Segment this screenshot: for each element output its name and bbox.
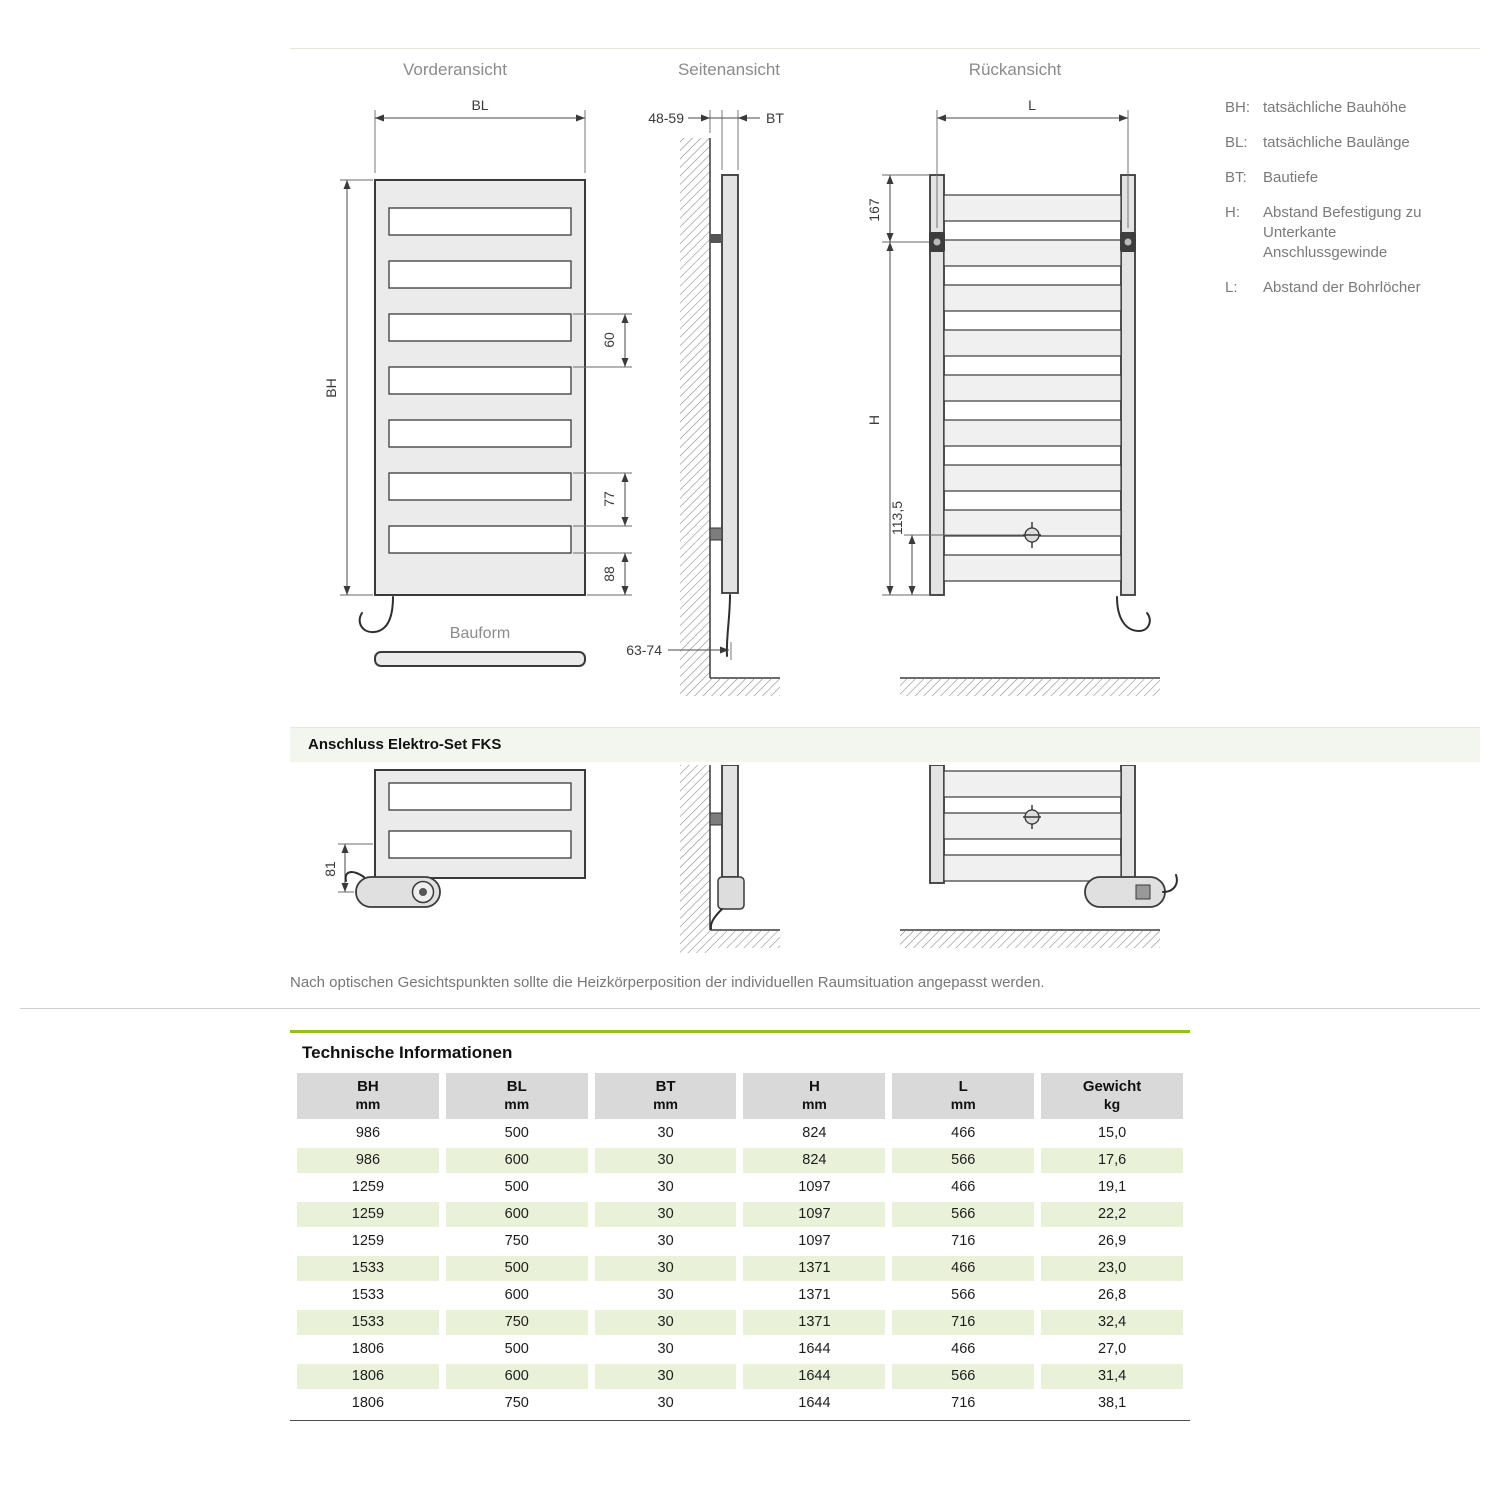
- dim-wall-gap-label: 48-59: [648, 110, 684, 126]
- elektro-front-drawing: [322, 770, 585, 907]
- table-cell: 1806: [351, 1395, 385, 1411]
- table-cell: 466: [892, 1256, 1034, 1281]
- table-cell: 986: [355, 1125, 381, 1141]
- table-column-header: BL mm: [446, 1073, 588, 1119]
- table-cell: 1259: [297, 1202, 439, 1227]
- legend-term: BT:: [1225, 169, 1247, 186]
- radiator-side-panel: [722, 175, 738, 593]
- table-row: [297, 1175, 1183, 1200]
- table-row: [297, 1337, 1183, 1362]
- table-cell: 27,0: [1097, 1341, 1127, 1357]
- table-cell: 1644: [743, 1364, 885, 1389]
- table-cell: 750: [446, 1310, 588, 1335]
- heating-element-side: [711, 877, 744, 929]
- table-header-row: [297, 1073, 1183, 1119]
- technical-drawing-elektro: [290, 765, 1180, 970]
- table-cell: 30: [595, 1256, 737, 1281]
- dim-bh: [323, 180, 373, 595]
- dim-113-5-label: 113,5: [889, 501, 905, 535]
- rear-floor-hatch: [900, 678, 1160, 696]
- table-cell: 30: [657, 1395, 674, 1411]
- elektro-side-drawing: [680, 765, 780, 953]
- table-cell: 1259: [351, 1233, 385, 1249]
- table-cell: 22,2: [1041, 1202, 1183, 1227]
- table-cell: 31,4: [1041, 1364, 1183, 1389]
- table-cell: 1371: [743, 1256, 885, 1281]
- table-cell: 566: [892, 1202, 1034, 1227]
- legend-desc: tatsächliche Bauhöhe: [1263, 99, 1407, 116]
- elektro-rear-left-tube: [930, 765, 944, 883]
- technical-info-section: [290, 1030, 1190, 1421]
- dim-bt-label: BT: [766, 110, 784, 126]
- table-cell: 23,0: [1041, 1256, 1183, 1281]
- dim-l-label: L: [1028, 97, 1036, 113]
- front-power-cable: [360, 597, 393, 632]
- table-cell: 1371: [743, 1310, 885, 1335]
- table-cell: 30: [595, 1148, 737, 1173]
- elektro-side-panel: [722, 765, 738, 877]
- legend-term: H:: [1225, 204, 1240, 221]
- floor-hatch: [710, 678, 780, 696]
- side-view-drawing: [626, 110, 784, 696]
- dim-h: [866, 242, 930, 595]
- table-cell: 986: [297, 1148, 439, 1173]
- table-column-header: H mm: [743, 1073, 885, 1119]
- table-cell: 1371: [798, 1287, 831, 1303]
- elektro-section-band: [290, 727, 1480, 762]
- table-row: [297, 1148, 1183, 1173]
- table-cell: 824: [743, 1148, 885, 1173]
- elektro-wall-hatch: [680, 765, 710, 953]
- table-cell: 30: [657, 1233, 674, 1249]
- position-note: Nach optischen Gesichtspunkten sollte die Heizkörperposition der individuellen Raumsituation angepasst werden.: [290, 974, 1045, 991]
- elektro-rear-floor-hatch: [900, 930, 1160, 948]
- dim-bt: [738, 110, 784, 126]
- legend-item: [1225, 278, 1475, 298]
- legend-term: BL:: [1225, 134, 1248, 151]
- table-cell: 600: [446, 1364, 588, 1389]
- table-cell: 466: [951, 1179, 976, 1195]
- legend-item: [1225, 133, 1475, 153]
- table-cell: 500: [504, 1125, 529, 1141]
- table-cell: 30: [595, 1202, 737, 1227]
- table-cell: 716: [951, 1233, 976, 1249]
- table-cell: 15,0: [1097, 1125, 1127, 1141]
- table-cell: 466: [951, 1125, 976, 1141]
- side-valve: [710, 528, 722, 540]
- elektro-rear-drawing: [900, 765, 1177, 948]
- legend-item: [1225, 203, 1475, 263]
- legend-desc: tatsächliche Baulänge: [1263, 134, 1410, 151]
- side-power-cable: [727, 595, 730, 656]
- table-cell: 566: [951, 1287, 976, 1303]
- bauform-label: Bauform: [449, 625, 511, 642]
- table-column-header: BT mm: [595, 1073, 737, 1119]
- table-cell: 716: [892, 1310, 1034, 1335]
- dim-floor-gap: [626, 642, 731, 660]
- table-cell: 1097: [798, 1179, 831, 1195]
- dim-bl: [375, 97, 585, 173]
- table-cell: 566: [892, 1148, 1034, 1173]
- table-cell: 1533: [297, 1256, 439, 1281]
- legend-desc: Abstand Befestigung zu Unterkante Anschlussgewinde: [1263, 204, 1422, 261]
- table-cell: 1644: [798, 1395, 831, 1411]
- table-cell: 1097: [798, 1233, 831, 1249]
- legend-term: BH:: [1225, 99, 1251, 116]
- rear-view-title: Rückansicht: [968, 60, 1062, 79]
- table-column-header: Gewicht kg: [1041, 1073, 1183, 1119]
- table-row: [297, 1364, 1183, 1389]
- table-row: [297, 1310, 1183, 1335]
- technical-data-table: [290, 1071, 1190, 1418]
- rear-power-cable: [1117, 597, 1150, 631]
- table-cell: 566: [892, 1364, 1034, 1389]
- dim-88-label: 88: [601, 566, 617, 582]
- front-view-drawing: [323, 97, 632, 666]
- table-cell: 1259: [351, 1179, 385, 1195]
- dim-77-label: 77: [601, 491, 617, 507]
- table-cell: 750: [504, 1395, 529, 1411]
- table-cell: 19,1: [1097, 1179, 1127, 1195]
- elektro-floor-hatch: [710, 930, 780, 948]
- legend-desc: Abstand der Bohrlöcher: [1263, 279, 1421, 296]
- side-view-title: Seitenansicht: [677, 60, 781, 79]
- rear-view-drawing: [866, 97, 1160, 696]
- elektro-rear-right-tube: [1121, 765, 1135, 883]
- heating-element-rear: [1085, 875, 1177, 907]
- table-cell: 30: [595, 1364, 737, 1389]
- table-cell: 500: [504, 1341, 529, 1357]
- legend-desc: Bautiefe: [1263, 169, 1319, 186]
- table-cell: 600: [504, 1287, 529, 1303]
- table-row: [297, 1283, 1183, 1308]
- elektro-section-heading: Anschluss Elektro-Set FKS: [308, 736, 502, 753]
- table-column-header: L mm: [892, 1073, 1034, 1119]
- table-cell: 30: [657, 1287, 674, 1303]
- bauform-top-view: [375, 652, 585, 666]
- dim-81-label: 81: [322, 861, 338, 877]
- table-cell: 26,8: [1097, 1287, 1127, 1303]
- table-bottom-rule: [290, 1420, 1190, 1421]
- table-cell: 30: [657, 1341, 674, 1357]
- table-cell: 32,4: [1041, 1310, 1183, 1335]
- table-row: [297, 1229, 1183, 1254]
- heating-element-front: [356, 877, 440, 907]
- table-cell: 466: [951, 1341, 976, 1357]
- dim-h-label: H: [866, 414, 882, 426]
- dim-bh-label: BH: [323, 378, 339, 398]
- table-cell: 1533: [351, 1287, 385, 1303]
- table-cell: 824: [802, 1125, 827, 1141]
- table-body: [297, 1121, 1183, 1416]
- table-cell: 26,9: [1097, 1233, 1127, 1249]
- table-cell: 1806: [297, 1364, 439, 1389]
- table-cell: 1533: [297, 1310, 439, 1335]
- dim-167-label: 167: [866, 198, 882, 222]
- table-cell: 1097: [743, 1202, 885, 1227]
- table-cell: 500: [504, 1179, 529, 1195]
- table-cell: 30: [595, 1310, 737, 1335]
- wall-bracket: [710, 234, 722, 243]
- table-row: [297, 1121, 1183, 1146]
- dim-167: [866, 175, 930, 242]
- table-row: [297, 1391, 1183, 1416]
- legend-item: [1225, 98, 1475, 118]
- table-row: [297, 1202, 1183, 1227]
- legend: [1225, 98, 1475, 313]
- table-title: Technische Informationen: [302, 1043, 513, 1062]
- table-cell: 600: [446, 1202, 588, 1227]
- table-cell: 600: [446, 1148, 588, 1173]
- table-cell: 500: [446, 1256, 588, 1281]
- table-cell: 30: [657, 1179, 674, 1195]
- table-cell: 716: [951, 1395, 976, 1411]
- dim-floor-gap-label: 63-74: [626, 642, 662, 658]
- table-column-header: BH mm: [297, 1073, 439, 1119]
- technical-drawing-main: [290, 48, 1180, 713]
- legend-term: L:: [1225, 279, 1238, 296]
- table-cell: 30: [657, 1125, 674, 1141]
- legend-item: [1225, 168, 1475, 188]
- table-cell: 750: [504, 1233, 529, 1249]
- table-row: [297, 1256, 1183, 1281]
- table-cell: 38,1: [1097, 1395, 1127, 1411]
- elektro-side-valve: [710, 813, 722, 825]
- front-view-title: Vorderansicht: [403, 60, 507, 79]
- section-divider: [20, 1008, 1480, 1009]
- accent-green-rule: [290, 1030, 1190, 1033]
- table-cell: 1806: [351, 1341, 385, 1357]
- wall-hatch: [680, 138, 710, 696]
- table-cell: 17,6: [1041, 1148, 1183, 1173]
- dim-60-label: 60: [601, 332, 617, 348]
- table-cell: 1644: [798, 1341, 831, 1357]
- dim-bl-label: BL: [471, 97, 489, 113]
